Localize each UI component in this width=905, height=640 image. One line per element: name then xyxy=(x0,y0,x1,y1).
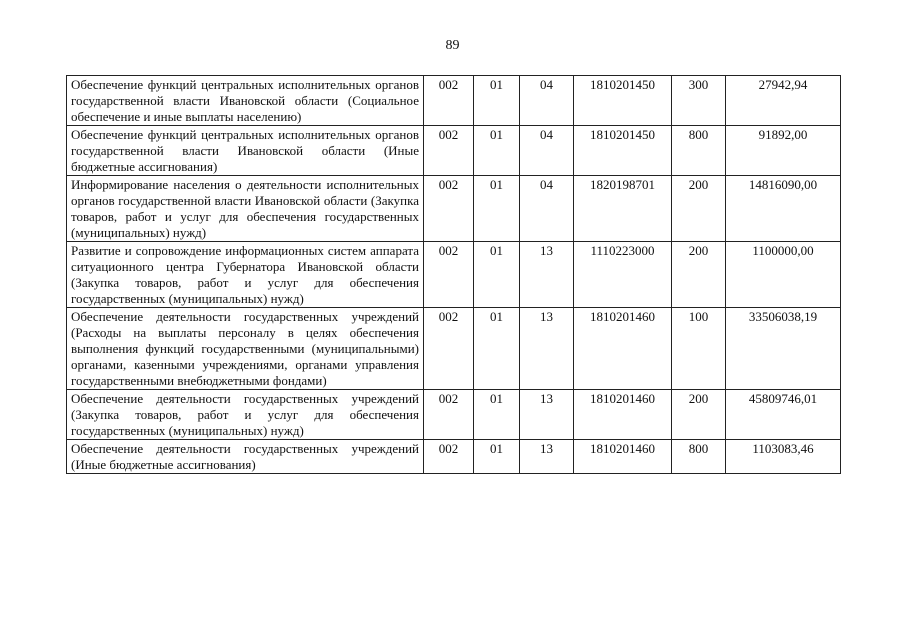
page-number: 89 xyxy=(445,38,460,53)
subsection-code: 13 xyxy=(520,390,574,440)
expense-type-code: 300 xyxy=(672,76,726,126)
table-row xyxy=(67,308,841,390)
expense-type-code: 200 xyxy=(672,242,726,308)
amount: 14816090,00 xyxy=(726,176,841,242)
target-article-code: 1810201460 xyxy=(574,440,672,474)
grbs-code: 002 xyxy=(424,76,474,126)
amount: 45809746,01 xyxy=(726,390,841,440)
budget-table xyxy=(66,75,841,474)
expense-type-code: 200 xyxy=(672,176,726,242)
subsection-code: 13 xyxy=(520,440,574,474)
grbs-code: 002 xyxy=(424,440,474,474)
subsection-code: 04 xyxy=(520,126,574,176)
grbs-code: 002 xyxy=(424,176,474,242)
amount: 27942,94 xyxy=(726,76,841,126)
table-row xyxy=(67,390,841,440)
row-description: Обеспечение функций центральных исполнительных органов государственной власти Ивановской области (Социальное обеспечение и иные выплаты населению) xyxy=(67,76,424,126)
target-article-code: 1820198701 xyxy=(574,176,672,242)
table-row xyxy=(67,242,841,308)
grbs-code: 002 xyxy=(424,126,474,176)
target-article-code: 1810201460 xyxy=(574,308,672,390)
row-description: Обеспечение деятельности государственных учреждений (Расходы на выплаты персоналу в целях обеспечения выполнения функций государственными (муниципальными) органами, казенными учреждениями, органами управления государственными внебюджетными фондами) xyxy=(67,308,424,390)
target-article-code: 1810201450 xyxy=(574,126,672,176)
amount: 1103083,46 xyxy=(726,440,841,474)
section-code: 01 xyxy=(474,126,520,176)
subsection-code: 04 xyxy=(520,76,574,126)
table-row xyxy=(67,176,841,242)
section-code: 01 xyxy=(474,308,520,390)
expense-type-code: 800 xyxy=(672,126,726,176)
grbs-code: 002 xyxy=(424,308,474,390)
subsection-code: 13 xyxy=(520,242,574,308)
section-code: 01 xyxy=(474,390,520,440)
amount: 91892,00 xyxy=(726,126,841,176)
section-code: 01 xyxy=(474,76,520,126)
section-code: 01 xyxy=(474,242,520,308)
row-description: Обеспечение функций центральных исполнительных органов государственной власти Ивановской области (Иные бюджетные ассигнования) xyxy=(67,126,424,176)
target-article-code: 1810201450 xyxy=(574,76,672,126)
table-row xyxy=(67,126,841,176)
row-description: Информирование населения о деятельности исполнительных органов государственной власти Ивановской области (Закупка товаров, работ и услуг для обеспечения государственных (муниципальных) нужд) xyxy=(67,176,424,242)
grbs-code: 002 xyxy=(424,242,474,308)
grbs-code: 002 xyxy=(424,390,474,440)
row-description: Развитие и сопровождение информационных систем аппарата ситуационного центра Губернатора Ивановской области (Закупка товаров, работ и услуг для обеспечения государственных (муниципальных) нужд) xyxy=(67,242,424,308)
amount: 1100000,00 xyxy=(726,242,841,308)
row-description: Обеспечение деятельности государственных учреждений (Иные бюджетные ассигнования) xyxy=(67,440,424,474)
subsection-code: 13 xyxy=(520,308,574,390)
expense-type-code: 100 xyxy=(672,308,726,390)
target-article-code: 1810201460 xyxy=(574,390,672,440)
expense-type-code: 800 xyxy=(672,440,726,474)
expense-type-code: 200 xyxy=(672,390,726,440)
row-description: Обеспечение деятельности государственных учреждений (Закупка товаров, работ и услуг для обеспечения государственных (муниципальных) нужд) xyxy=(67,390,424,440)
table-row xyxy=(67,76,841,126)
section-code: 01 xyxy=(474,440,520,474)
table-row xyxy=(67,440,841,474)
target-article-code: 1110223000 xyxy=(574,242,672,308)
subsection-code: 04 xyxy=(520,176,574,242)
section-code: 01 xyxy=(474,176,520,242)
amount: 33506038,19 xyxy=(726,308,841,390)
